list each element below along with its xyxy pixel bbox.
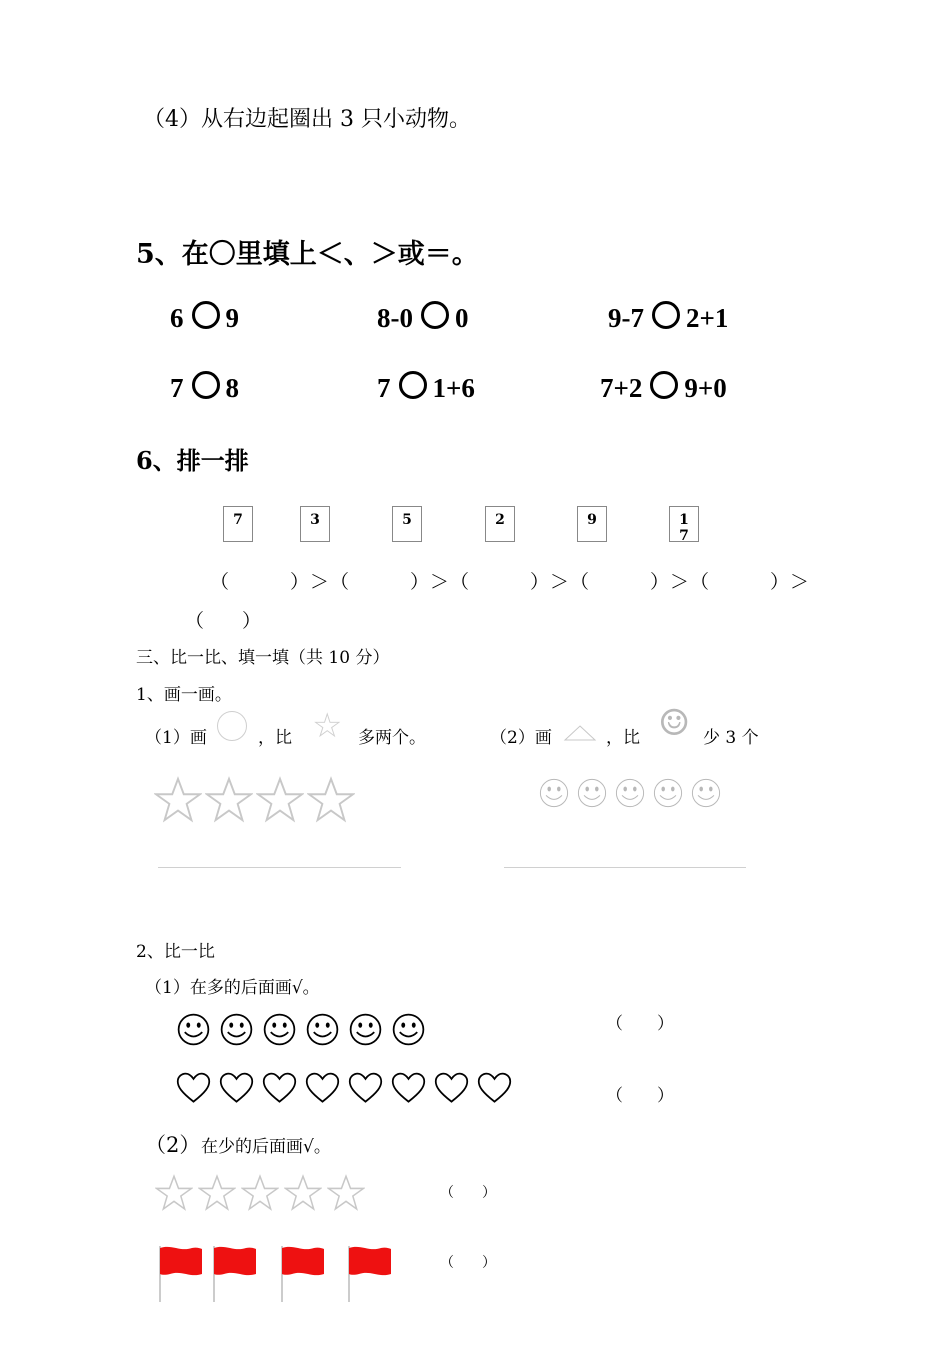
- compare-item: 7 1+6: [377, 373, 475, 403]
- answer-line[interactable]: [158, 867, 401, 868]
- blank-circle[interactable]: [192, 301, 220, 329]
- star-row: [155, 1174, 370, 1216]
- order-blanks-line2[interactable]: （ ）: [185, 610, 262, 632]
- star-icon: [307, 776, 355, 828]
- compare-title: 2、比一比: [136, 942, 215, 962]
- draw-title: 1、画一画。: [136, 685, 232, 705]
- smiley-icon: [176, 1012, 211, 1051]
- draw-part1-mid: ，比: [258, 728, 292, 748]
- circle-icon: [217, 711, 247, 741]
- number-card: 7: [223, 506, 253, 542]
- smiley-row: [538, 777, 728, 813]
- draw-part2-suffix: 少 3 个: [703, 728, 759, 748]
- heart-icon: [348, 1071, 383, 1110]
- smiley-icon: [391, 1012, 426, 1051]
- heart-icon: [176, 1071, 211, 1110]
- star-icon: [154, 776, 202, 828]
- draw-part1-prefix: （1）画: [145, 728, 207, 748]
- compare-item: 6 9: [170, 303, 239, 333]
- question-4-text: （4）从右边起圈出 3 只小动物。: [143, 107, 471, 132]
- compare-part2-num: （2）: [145, 1133, 201, 1157]
- compare-part2-text: 在少的后面画√。: [201, 1137, 331, 1157]
- smiley-icon: [262, 1012, 297, 1051]
- heart-icon: [434, 1071, 469, 1110]
- heart-icon: [477, 1071, 512, 1110]
- smiley-row: [176, 1012, 434, 1051]
- star-icon: ☆: [312, 706, 343, 746]
- smiley-icon: ☺: [658, 703, 691, 744]
- star-icon: [256, 776, 304, 828]
- smiley-icon: [652, 777, 684, 813]
- blank-circle[interactable]: [652, 301, 680, 329]
- triangle-icon: [563, 724, 597, 742]
- draw-part1-suffix: 多两个。: [358, 728, 426, 748]
- red-flag-icon: [280, 1244, 328, 1304]
- order-blanks-line1[interactable]: （ ）＞（ ）＞（ ）＞（ ）＞（ ）＞: [210, 571, 811, 593]
- smiley-icon: [690, 777, 722, 813]
- number-card: 5: [392, 506, 422, 542]
- red-flag-icon: [212, 1244, 260, 1304]
- smiley-icon: [305, 1012, 340, 1051]
- compare-item: 9-7 2+1: [608, 303, 729, 333]
- star-icon: [155, 1174, 193, 1216]
- answer-line[interactable]: [504, 867, 746, 868]
- heart-icon: [262, 1071, 297, 1110]
- compare-item: 7 8: [170, 373, 239, 403]
- answer-paren[interactable]: （ ）: [440, 1255, 496, 1271]
- smiley-icon: [219, 1012, 254, 1051]
- heart-icon: [219, 1071, 254, 1110]
- answer-paren[interactable]: （ ）: [606, 1086, 674, 1106]
- draw-part2-mid: ，比: [606, 728, 640, 748]
- answer-paren[interactable]: （ ）: [440, 1185, 496, 1201]
- star-icon: [327, 1174, 365, 1216]
- red-flag-icon: [158, 1244, 206, 1304]
- number-card: 3: [300, 506, 330, 542]
- question-6-title: 6、排一排: [136, 446, 249, 475]
- draw-part2-prefix: （2）画: [490, 728, 552, 748]
- number-card: 1 7: [669, 506, 699, 542]
- smiley-icon: [576, 777, 608, 813]
- star-icon: [198, 1174, 236, 1216]
- smiley-icon: [538, 777, 570, 813]
- heart-row: [176, 1071, 520, 1110]
- star-icon: [205, 776, 253, 828]
- star-row: [154, 776, 358, 828]
- compare-item: 7+2 9+0: [600, 373, 727, 403]
- section-3-title: 三、比一比、填一填（共 10 分）: [136, 648, 390, 668]
- answer-paren[interactable]: （ ）: [606, 1014, 674, 1034]
- blank-circle[interactable]: [399, 371, 427, 399]
- blank-circle[interactable]: [650, 371, 678, 399]
- heart-icon: [391, 1071, 426, 1110]
- number-card: 9: [577, 506, 607, 542]
- heart-icon: [305, 1071, 340, 1110]
- compare-part1: （1）在多的后面画√。: [145, 978, 320, 998]
- smiley-icon: [348, 1012, 383, 1051]
- star-icon: [284, 1174, 322, 1216]
- compare-item: 8-0 0: [377, 303, 469, 333]
- blank-circle[interactable]: [192, 371, 220, 399]
- red-flag-icon: [347, 1244, 395, 1304]
- blank-circle[interactable]: [421, 301, 449, 329]
- number-card: 2: [485, 506, 515, 542]
- question-5-title: 5、在〇里填上＜、＞或＝。: [136, 239, 479, 270]
- smiley-icon: [614, 777, 646, 813]
- star-icon: [241, 1174, 279, 1216]
